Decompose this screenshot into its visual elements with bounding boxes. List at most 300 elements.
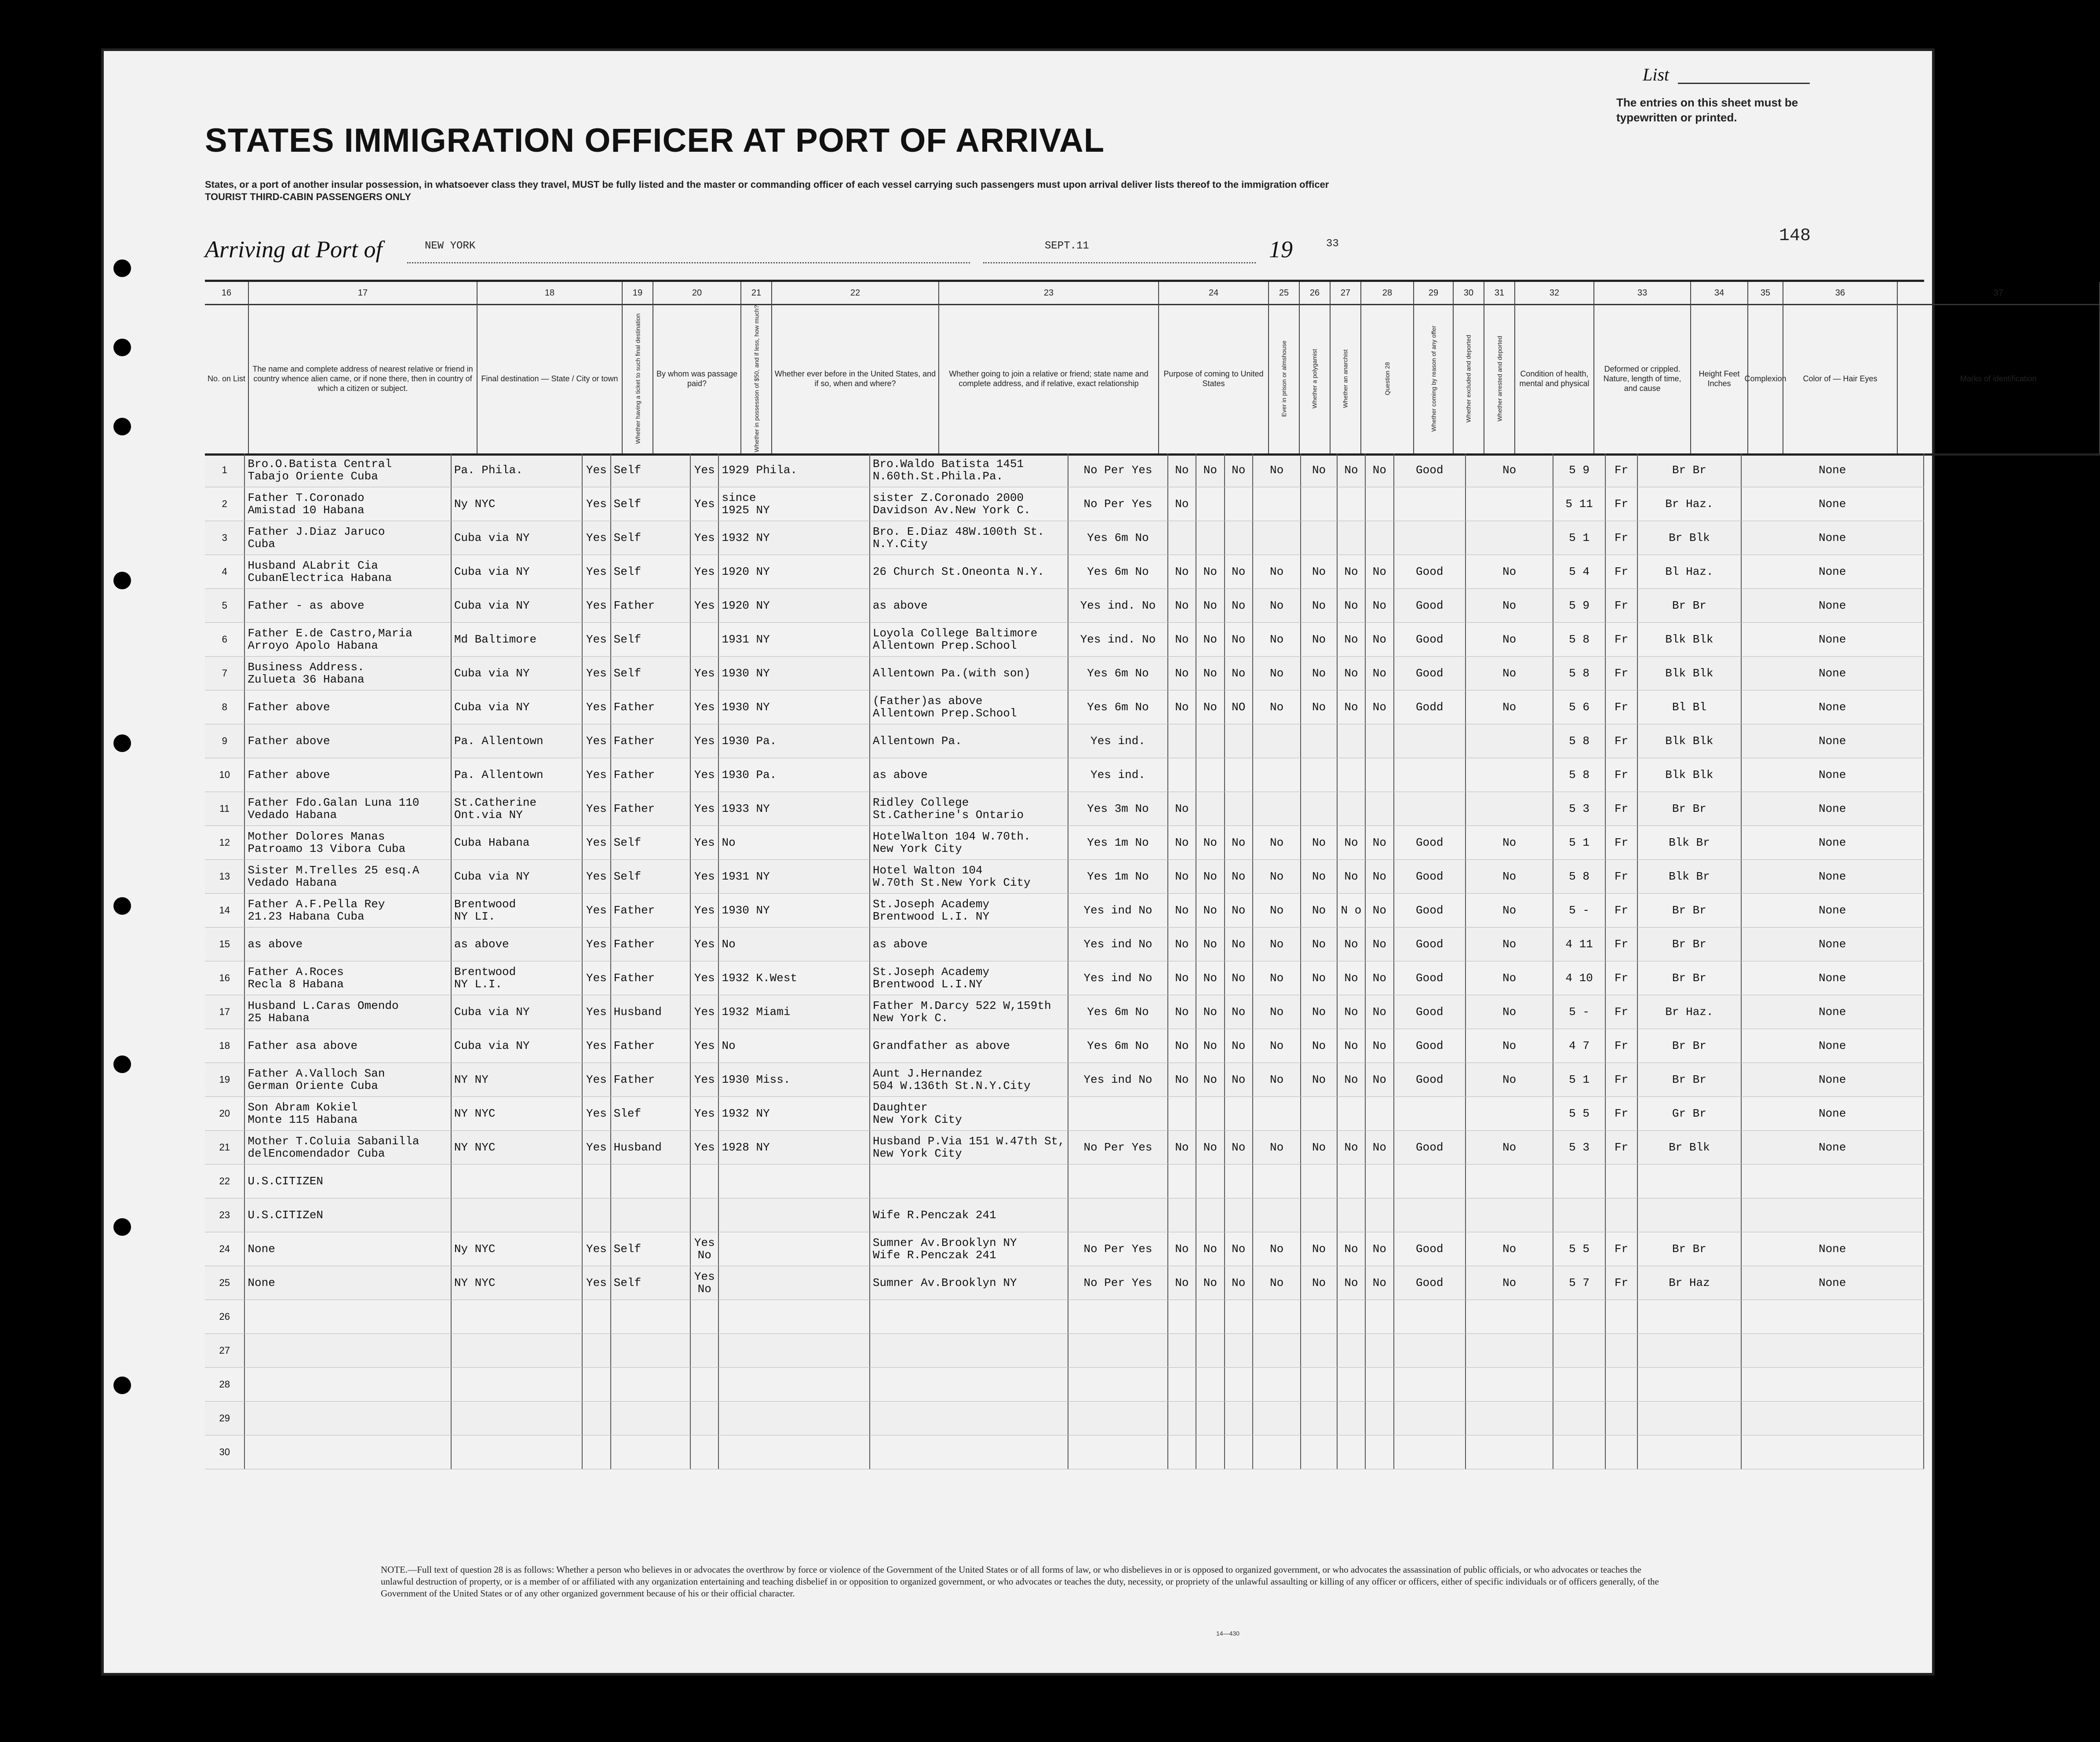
- cell-no: 15: [205, 928, 245, 961]
- cell-q29: [1301, 487, 1337, 521]
- cell-before: 1930 Pa.: [719, 724, 870, 758]
- cell-q25: No: [1168, 928, 1196, 961]
- cell-relative: [245, 1402, 451, 1435]
- column-header-text: The name and complete address of nearest relative or friend in country whence alien came, or if none there, then in country of which a citizen or subject.: [252, 365, 473, 393]
- cell-q31: No: [1366, 1063, 1394, 1096]
- cell-q26: [1196, 1435, 1225, 1469]
- cell-height: [1553, 1165, 1605, 1198]
- cell-q27: No: [1225, 928, 1253, 961]
- cell-complexion: [1606, 1300, 1638, 1333]
- binder-hole: [113, 897, 131, 915]
- footnote: NOTE.—Full text of question 28 is as follows: Whether a person who believes in or advocates the overthrow by force or violence of the Government of the United States or of all forms of law, or who disbelieves in or is opposed to organized government, or who advocates the assassination of public officials, or who advocates or teaches the unlawful destruction of property, or is a member of or affiliated with any organization entertaining and teaching disbelief in or opposition to organized government, or who advocates or teaches the duty, necessity, or propriety of the unlawful assaulting or killing of any officer or officers, either of specific individuals or of officers generally, of the Government of the United States or of any other organized government because of his or their official character.: [381, 1564, 1659, 1599]
- cell-complexion: [1606, 1368, 1638, 1401]
- cell-complexion: [1606, 1435, 1638, 1469]
- cell-no: 28: [205, 1368, 245, 1401]
- cell-q31: No: [1366, 623, 1394, 656]
- column-number: 26: [1300, 282, 1331, 304]
- cell-before: No: [719, 826, 870, 859]
- cell-relative: Bro.O.Batista Central Tabajo Oriente Cuba: [245, 453, 451, 487]
- cell-q31: [1366, 1300, 1394, 1333]
- cell-money: Yes: [691, 453, 719, 487]
- cell-purpose: No Per Yes: [1068, 1266, 1168, 1300]
- cell-ticket: Yes: [583, 690, 611, 724]
- cell-q28: [1253, 1435, 1301, 1469]
- column-header: [1898, 304, 2100, 453]
- cell-no: 7: [205, 657, 245, 690]
- cell-purpose: [1068, 1402, 1168, 1435]
- cell-before: [719, 1334, 870, 1367]
- column-number: 37: [1898, 282, 2100, 304]
- cell-ticket: Yes: [583, 792, 611, 825]
- cell-money: Yes: [691, 928, 719, 961]
- cell-relative: [245, 1435, 451, 1469]
- cell-height: 5 11: [1553, 487, 1605, 521]
- cell-no: 22: [205, 1165, 245, 1198]
- cell-join: [870, 1368, 1068, 1401]
- column-header-row: [205, 304, 2100, 456]
- cell-no: 26: [205, 1300, 245, 1333]
- column-number: 33: [1594, 282, 1691, 304]
- cell-no: 29: [205, 1402, 245, 1435]
- cell-complexion: Fr: [1606, 961, 1638, 995]
- cell-q26: No: [1196, 589, 1225, 622]
- cell-marks: None: [1742, 657, 1924, 690]
- cell-q29: No: [1301, 995, 1337, 1029]
- cell-purpose: [1068, 1165, 1168, 1198]
- cell-join: Daughter New York City: [870, 1097, 1068, 1130]
- cell-height: [1553, 1198, 1605, 1232]
- cell-q28: No: [1253, 961, 1301, 995]
- cell-marks: None: [1742, 758, 1924, 792]
- cell-relative: Father E.de Castro,Maria Arroyo Apolo Habana: [245, 623, 451, 656]
- cell-q30: [1338, 1334, 1366, 1367]
- column-header: [1691, 304, 1748, 453]
- cell-deformed: [1466, 1368, 1553, 1401]
- table-row: [205, 792, 1924, 826]
- cell-q31: No: [1366, 1131, 1394, 1164]
- cell-health: Good: [1394, 1029, 1466, 1063]
- cell-before: [719, 1198, 870, 1232]
- manifest-page: [101, 48, 2037, 1676]
- cell-dest: NY NYC: [452, 1097, 583, 1130]
- cell-health: Good: [1394, 1063, 1466, 1096]
- cell-marks: [1742, 1402, 1924, 1435]
- cell-complexion: [1606, 1198, 1638, 1232]
- cell-relative: Father A.F.Pella Rey 21.23 Habana Cuba: [245, 894, 451, 927]
- cell-q28: No: [1253, 894, 1301, 927]
- cell-marks: None: [1742, 826, 1924, 859]
- cell-q28: No: [1253, 589, 1301, 622]
- cell-q29: [1301, 1402, 1337, 1435]
- cell-purpose: Yes ind No: [1068, 928, 1168, 961]
- cell-q27: No: [1225, 1232, 1253, 1266]
- cell-before: 1920 NY: [719, 555, 870, 588]
- table-row: [205, 1266, 1924, 1300]
- cell-money: Yes: [691, 792, 719, 825]
- cell-purpose: Yes 3m No: [1068, 792, 1168, 825]
- cell-hair_eyes: [1638, 1368, 1741, 1401]
- cell-marks: None: [1742, 1266, 1924, 1300]
- cell-paid: Self: [611, 453, 691, 487]
- cell-marks: [1742, 1368, 1924, 1401]
- cell-q31: No: [1366, 555, 1394, 588]
- cell-q28: No: [1253, 995, 1301, 1029]
- cell-q29: No: [1301, 623, 1337, 656]
- cell-deformed: No: [1466, 589, 1553, 622]
- cell-q30: No: [1338, 928, 1366, 961]
- column-header-text: Whether having a ticket to such final destination: [634, 313, 642, 444]
- cell-paid: Slef: [611, 1097, 691, 1130]
- cell-q26: No: [1196, 1266, 1225, 1300]
- column-header: [1783, 304, 1898, 453]
- cell-hair_eyes: Br Haz: [1638, 1266, 1741, 1300]
- cell-q25: No: [1168, 1029, 1196, 1063]
- cell-deformed: [1466, 1198, 1553, 1232]
- cell-q26: No: [1196, 1029, 1225, 1063]
- cell-height: 5 6: [1553, 690, 1605, 724]
- cell-q27: [1225, 1198, 1253, 1232]
- table-row: [205, 690, 1924, 724]
- cell-join: as above: [870, 928, 1068, 961]
- cell-q25: No: [1168, 487, 1196, 521]
- cell-relative: U.S.CITIZeN: [245, 1198, 451, 1232]
- cell-q25: No: [1168, 453, 1196, 487]
- cell-dest: NY NYC: [452, 1266, 583, 1300]
- cell-hair_eyes: Br Br: [1638, 894, 1741, 927]
- cell-q26: [1196, 724, 1225, 758]
- cell-ticket: Yes: [583, 555, 611, 588]
- cell-dest: Pa. Allentown: [452, 758, 583, 792]
- cell-relative: Father above: [245, 724, 451, 758]
- cell-q30: No: [1338, 453, 1366, 487]
- cell-paid: Father: [611, 894, 691, 927]
- cell-health: Good: [1394, 453, 1466, 487]
- cell-q28: [1253, 521, 1301, 555]
- cell-complexion: Fr: [1606, 792, 1638, 825]
- cell-relative: Husband L.Caras Omendo 25 Habana: [245, 995, 451, 1029]
- cell-purpose: [1068, 1198, 1168, 1232]
- cell-dest: [452, 1165, 583, 1198]
- cell-height: 5 5: [1553, 1097, 1605, 1130]
- cell-q30: [1338, 521, 1366, 555]
- column-number: 34: [1691, 282, 1748, 304]
- cell-q30: [1338, 758, 1366, 792]
- table-row: [205, 453, 1924, 487]
- cell-complexion: Fr: [1606, 487, 1638, 521]
- cell-q28: No: [1253, 1029, 1301, 1063]
- cell-marks: None: [1742, 623, 1924, 656]
- cell-paid: Father: [611, 589, 691, 622]
- cell-relative: None: [245, 1232, 451, 1266]
- cell-q25: No: [1168, 1131, 1196, 1164]
- list-label: List: [1643, 65, 1670, 84]
- cell-before: 1930 Miss.: [719, 1063, 870, 1096]
- cell-q25: No: [1168, 623, 1196, 656]
- cell-dest: Brentwood NY L.I.: [452, 961, 583, 995]
- cell-q29: No: [1301, 555, 1337, 588]
- cell-purpose: No Per Yes: [1068, 1131, 1168, 1164]
- cell-hair_eyes: [1638, 1300, 1741, 1333]
- cell-q30: [1338, 792, 1366, 825]
- cell-hair_eyes: Bl Haz.: [1638, 555, 1741, 588]
- cell-q27: No: [1225, 623, 1253, 656]
- cell-q28: No: [1253, 1063, 1301, 1096]
- cell-q31: No: [1366, 826, 1394, 859]
- cell-join: Wife R.Penczak 241: [870, 1198, 1068, 1232]
- cell-q29: No: [1301, 826, 1337, 859]
- cell-height: 5 -: [1553, 894, 1605, 927]
- cell-health: Good: [1394, 860, 1466, 893]
- cell-q25: [1168, 1435, 1196, 1469]
- cell-relative: Father asa above: [245, 1029, 451, 1063]
- cell-purpose: Yes ind No: [1068, 894, 1168, 927]
- cell-no: 11: [205, 792, 245, 825]
- cell-dest: Cuba via NY: [452, 521, 583, 555]
- subtitle-line-2: TOURIST THIRD-CABIN PASSENGERS ONLY: [205, 191, 411, 202]
- cell-q28: No: [1253, 623, 1301, 656]
- cell-hair_eyes: Br Br: [1638, 928, 1741, 961]
- cell-complexion: Fr: [1606, 758, 1638, 792]
- cell-no: 12: [205, 826, 245, 859]
- cell-health: Good: [1394, 894, 1466, 927]
- cell-q28: No: [1253, 860, 1301, 893]
- cell-health: [1394, 792, 1466, 825]
- cell-complexion: Fr: [1606, 589, 1638, 622]
- cell-q26: No: [1196, 995, 1225, 1029]
- cell-q30: [1338, 1165, 1366, 1198]
- cell-q28: [1253, 724, 1301, 758]
- cell-ticket: [583, 1334, 611, 1367]
- cell-deformed: No: [1466, 555, 1553, 588]
- cell-complexion: Fr: [1606, 724, 1638, 758]
- cell-complexion: Fr: [1606, 1063, 1638, 1096]
- cell-deformed: No: [1466, 1063, 1553, 1096]
- cell-relative: [245, 1334, 451, 1367]
- cell-height: 5 8: [1553, 860, 1605, 893]
- cell-before: 1930 NY: [719, 690, 870, 724]
- cell-ticket: [583, 1198, 611, 1232]
- table-row: [205, 1029, 1924, 1063]
- cell-q27: [1225, 1368, 1253, 1401]
- cell-relative: Father above: [245, 690, 451, 724]
- column-header: [1159, 304, 1269, 453]
- cell-ticket: Yes: [583, 860, 611, 893]
- cell-q25: [1168, 1334, 1196, 1367]
- cell-paid: Self: [611, 521, 691, 555]
- cell-q28: [1253, 487, 1301, 521]
- cell-no: 3: [205, 521, 245, 555]
- cell-join: Husband P.Via 151 W.47th St, New York City: [870, 1131, 1068, 1164]
- cell-marks: None: [1742, 589, 1924, 622]
- cell-dest: [452, 1300, 583, 1333]
- cell-dest: Cuba via NY: [452, 555, 583, 588]
- cell-q26: [1196, 1198, 1225, 1232]
- cell-q28: [1253, 1334, 1301, 1367]
- cell-relative: None: [245, 1266, 451, 1300]
- cell-q26: [1196, 1368, 1225, 1401]
- cell-dest: Cuba via NY: [452, 690, 583, 724]
- cell-health: Godd: [1394, 690, 1466, 724]
- cell-health: Good: [1394, 657, 1466, 690]
- column-header-text: Deformed or crippled. Nature, length of time, and cause: [1603, 365, 1681, 393]
- cell-marks: None: [1742, 453, 1924, 487]
- cell-join: Sumner Av.Brooklyn NY: [870, 1266, 1068, 1300]
- table-row: [205, 724, 1924, 758]
- subtitle: [205, 179, 1876, 203]
- cell-dest: St.Catherine Ont.via NY: [452, 792, 583, 825]
- cell-height: 5 3: [1553, 792, 1605, 825]
- cell-q30: No: [1338, 1029, 1366, 1063]
- cell-q31: [1366, 521, 1394, 555]
- cell-q25: No: [1168, 555, 1196, 588]
- cell-ticket: Yes: [583, 1063, 611, 1096]
- cell-marks: None: [1742, 928, 1924, 961]
- cell-q30: [1338, 487, 1366, 521]
- cell-health: Good: [1394, 928, 1466, 961]
- cell-money: Yes: [691, 487, 719, 521]
- cell-health: [1394, 1097, 1466, 1130]
- cell-height: 5 8: [1553, 657, 1605, 690]
- cell-ticket: Yes: [583, 623, 611, 656]
- cell-no: 24: [205, 1232, 245, 1266]
- cell-complexion: Fr: [1606, 1029, 1638, 1063]
- cell-no: 27: [205, 1334, 245, 1367]
- cell-q27: [1225, 1435, 1253, 1469]
- cell-join: HotelWalton 104 W.70th. New York City: [870, 826, 1068, 859]
- cell-height: [1553, 1368, 1605, 1401]
- cell-hair_eyes: Br Haz.: [1638, 487, 1741, 521]
- cell-q29: [1301, 1097, 1337, 1130]
- cell-q28: No: [1253, 555, 1301, 588]
- cell-q28: [1253, 1165, 1301, 1198]
- cell-q31: [1366, 1165, 1394, 1198]
- cell-join: as above: [870, 589, 1068, 622]
- cell-paid: [611, 1300, 691, 1333]
- cell-q25: No: [1168, 1063, 1196, 1096]
- cell-hair_eyes: Br Haz.: [1638, 995, 1741, 1029]
- cell-join: sister Z.Coronado 2000 Davidson Av.New York C.: [870, 487, 1068, 521]
- cell-q27: [1225, 1097, 1253, 1130]
- cell-deformed: [1466, 1334, 1553, 1367]
- cell-q31: No: [1366, 860, 1394, 893]
- cell-join: Bro. E.Diaz 48W.100th St. N.Y.City: [870, 521, 1068, 555]
- column-header: [1744, 304, 1786, 453]
- cell-q25: [1168, 724, 1196, 758]
- subtitle-line-1: States, or a port of another insular possession, in whatsoever class they travel, MUST be fully listed and the master or commanding officer of each vessel carrying such passengers must upon arrival deliver lists thereof to the immigration officer: [205, 179, 1329, 190]
- cell-purpose: Yes ind No: [1068, 1063, 1168, 1096]
- cell-q27: No: [1225, 1266, 1253, 1300]
- column-header: [1414, 304, 1454, 453]
- cell-complexion: Fr: [1606, 860, 1638, 893]
- cell-ticket: Yes: [583, 894, 611, 927]
- cell-q31: [1366, 1435, 1394, 1469]
- cell-q27: No: [1225, 894, 1253, 927]
- cell-paid: [611, 1198, 691, 1232]
- cell-q25: No: [1168, 961, 1196, 995]
- cell-dest: NY NY: [452, 1063, 583, 1096]
- port-value: NEW YORK: [425, 240, 476, 252]
- column-header-text: Question 28: [1384, 362, 1391, 395]
- cell-q26: No: [1196, 690, 1225, 724]
- cell-no: 13: [205, 860, 245, 893]
- cell-q25: No: [1168, 690, 1196, 724]
- cell-no: 2: [205, 487, 245, 521]
- cell-join: as above: [870, 758, 1068, 792]
- cell-q31: [1366, 1368, 1394, 1401]
- cell-no: 6: [205, 623, 245, 656]
- cell-q28: No: [1253, 453, 1301, 487]
- table-row: [205, 894, 1924, 928]
- column-header-text: Ever in prison or almshouse: [1280, 340, 1287, 417]
- cell-marks: [1742, 1198, 1924, 1232]
- cell-no: 5: [205, 589, 245, 622]
- cell-money: Yes: [691, 555, 719, 588]
- cell-purpose: Yes 1m No: [1068, 860, 1168, 893]
- cell-height: 5 5: [1553, 1232, 1605, 1266]
- column-number: 36: [1783, 282, 1898, 304]
- cell-paid: [611, 1402, 691, 1435]
- cell-purpose: No Per Yes: [1068, 487, 1168, 521]
- cell-q30: No: [1338, 826, 1366, 859]
- column-header-text: Whether arrested and deported: [1496, 336, 1503, 422]
- cell-paid: Husband: [611, 995, 691, 1029]
- cell-before: 1920 NY: [719, 589, 870, 622]
- cell-before: 1928 NY: [719, 1131, 870, 1164]
- cell-deformed: No: [1466, 453, 1553, 487]
- cell-paid: Father: [611, 758, 691, 792]
- cell-q29: [1301, 521, 1337, 555]
- column-header: [623, 304, 653, 453]
- column-header-text: Whether a polygamist: [1311, 349, 1318, 409]
- cell-q27: No: [1225, 453, 1253, 487]
- cell-purpose: Yes ind. No: [1068, 623, 1168, 656]
- cell-height: 5 9: [1553, 589, 1605, 622]
- cell-ticket: Yes: [583, 928, 611, 961]
- column-header-text: Whether an anarchist: [1342, 349, 1349, 408]
- cell-complexion: [1606, 1402, 1638, 1435]
- cell-no: 23: [205, 1198, 245, 1232]
- table-row: [205, 961, 1924, 995]
- column-header-text: Final destination — State / City or town: [481, 374, 618, 383]
- column-number-row: [205, 282, 2100, 305]
- table-row: [205, 589, 1924, 623]
- table-row: [205, 487, 1924, 521]
- cell-ticket: Yes: [583, 1232, 611, 1266]
- cell-height: 5 7: [1553, 1266, 1605, 1300]
- cell-money: [691, 1368, 719, 1401]
- column-header: [741, 304, 772, 453]
- cell-join: Ridley College St.Catherine's Ontario: [870, 792, 1068, 825]
- cell-q29: [1301, 724, 1337, 758]
- cell-before: [719, 1165, 870, 1198]
- cell-q26: No: [1196, 1131, 1225, 1164]
- cell-health: Good: [1394, 623, 1466, 656]
- cell-paid: Self: [611, 657, 691, 690]
- cell-no: 20: [205, 1097, 245, 1130]
- cell-health: [1394, 1300, 1466, 1333]
- cell-before: No: [719, 928, 870, 961]
- cell-ticket: Yes: [583, 758, 611, 792]
- cell-q30: No: [1338, 623, 1366, 656]
- cell-q26: [1196, 1165, 1225, 1198]
- cell-money: Yes: [691, 521, 719, 555]
- cell-q28: [1253, 1402, 1301, 1435]
- cell-paid: Father: [611, 928, 691, 961]
- column-header: [1515, 304, 1594, 453]
- cell-paid: Self: [611, 1266, 691, 1300]
- cell-paid: Self: [611, 555, 691, 588]
- cell-before: 1930 NY: [719, 894, 870, 927]
